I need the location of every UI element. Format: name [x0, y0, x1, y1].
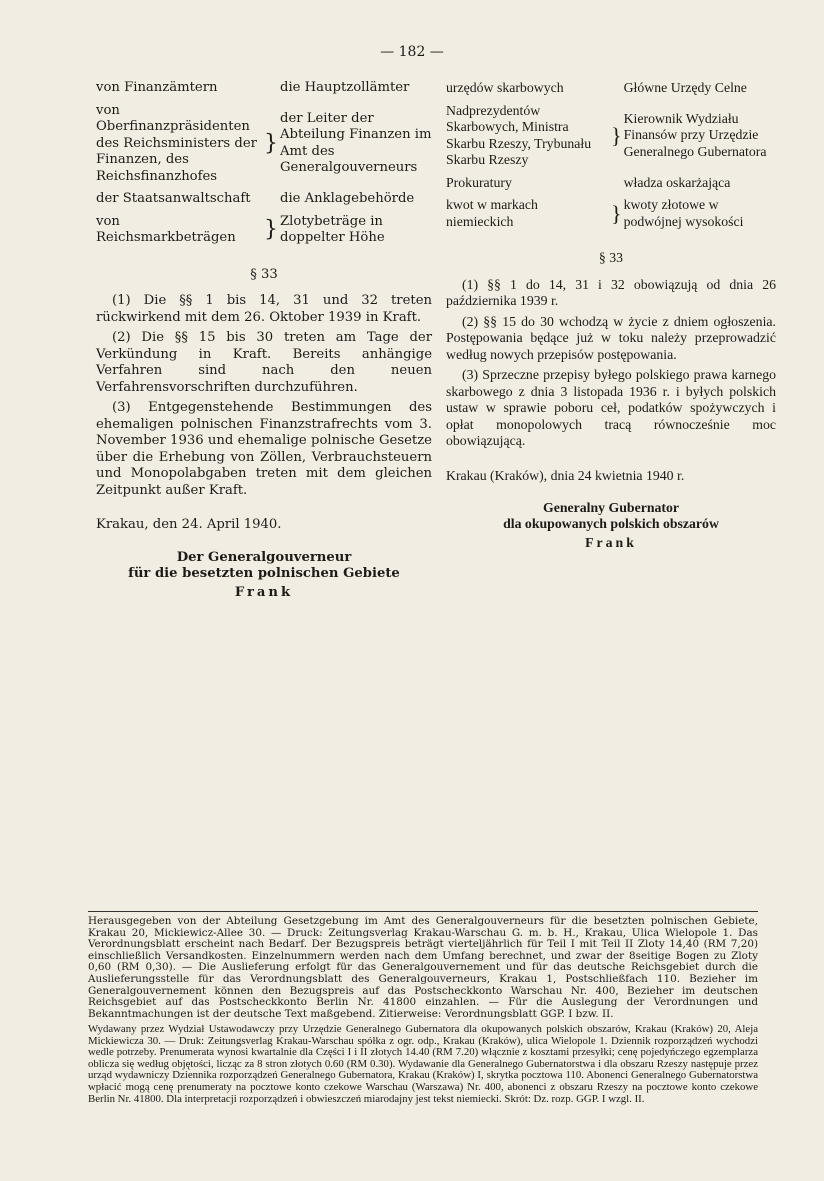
signature-subtitle: dla okupowanych polskich obszarów: [503, 516, 719, 531]
term-target: Zlotybeträge in doppelter Höhe: [280, 213, 385, 245]
term-target: Główne Urzędy Celne: [623, 80, 747, 95]
term-row: [446, 197, 776, 236]
paragraph: (1) Die §§ 1 bis 14, 31 und 32 treten rückwirkend mit dem 26. Oktober 1939 in Kraft.: [96, 293, 432, 325]
section-heading: § 33: [598, 250, 624, 265]
term-target: der Leiter der Abteilung Finanzen im Amt des Generalgouverneurs: [280, 110, 432, 176]
paragraph: (3) Entgegenstehende Bestimmungen des ehemaligen polnischen Finanzstrafrechts vom 3. November 1936 und ehemalige polnische Gesetze über die Erhebung von Zöllen, Verbrauchsteuern und Monopolabgaben treten mit dem gleichen Zeitpunkt außer Kraft.: [96, 400, 432, 498]
term-row: [446, 175, 776, 198]
term-source: von Oberfinanzpräsidenten des Reichsministers der Finanzen, des Reichsfinanzhofes: [96, 102, 257, 184]
signature-subtitle: für die besetzten polnischen Gebiete: [128, 565, 400, 581]
signature-title: Generalny Gubernator: [542, 500, 680, 515]
term-row: [96, 191, 432, 214]
german-column: [96, 80, 432, 601]
term-target: władza oskarżająca: [623, 174, 731, 190]
page-number: — 182 —: [380, 44, 444, 60]
date-line: Krakau, den 24. April 1940.: [96, 517, 282, 532]
signature-name: Frank: [234, 584, 294, 600]
term-source: urzędów skarbowych: [446, 80, 564, 95]
polish-column: [446, 80, 776, 551]
term-source: Nadprezydentów Skarbowych, Ministra Skarbu Rzeszy, Trybunału Skarbu Rzeszy: [446, 102, 592, 167]
brace-glyph: }: [264, 130, 278, 156]
paragraph: (3) Sprzeczne przepisy byłego polskiego prawa karnego skarbowego z dnia 3 listopada 1936 r. i byłych polskich ustaw w sprawie poboru ceł, podatków spożywczych i opłat monopolowych tracą równocześnie moc obowiązującą.: [446, 367, 776, 448]
term-row: [446, 103, 776, 175]
signature-title: Der Generalgouverneur: [176, 549, 352, 565]
term-row: [446, 80, 776, 103]
signature-name: Frank: [585, 535, 637, 550]
date-line: Krakau (Kraków), dnia 24 kwietnia 1940 r.: [446, 467, 685, 483]
brace-glyph: }: [611, 200, 622, 226]
term-target: Kierownik Wydziału Finansów przy Urzędzie Generalnego Gubernatora: [623, 110, 767, 159]
term-row: [96, 214, 432, 253]
term-source: kwot w markach niemieckich: [446, 197, 538, 229]
term-target: die Anklagebehörde: [280, 191, 415, 206]
term-source: der Staatsanwaltschaft: [96, 191, 251, 206]
german-term-table: [96, 80, 432, 253]
term-target: die Hauptzollämter: [280, 80, 410, 95]
polish-term-table: [446, 80, 776, 236]
term-row: [96, 103, 432, 192]
brace-glyph: }: [264, 217, 278, 242]
signature-block: [446, 500, 776, 551]
term-source: von Reichsmarkbeträgen: [96, 213, 236, 245]
paragraph: (1) §§ 1 do 14, 31 i 32 obowiązują od dnia 26 października 1939 r.: [446, 276, 776, 308]
signature-block: [96, 550, 432, 601]
footer-german-imprint: Herausgegeben von der Abteilung Gesetzgebung im Amt des Generalgouverneurs für die besetzten polnischen Gebiete, Krakau 20, Mickiewicz-Allee 30. — Druck: Zeitungsverlag Krakau-Warschau G. m. b. H., Krakau, Ulica Wielopole 1. Das Verordnungsblatt erscheint nach Bedarf. Der Bezugspreis beträgt vierteljährlich für Teil I mit Teil II Zloty 14,40 (RM 7,20) einschließlich Versandkosten. Einzelnummern werden nach dem Umfang berechnet, und zwar der 8seitige Bogen zu Zloty 0,60 (RM 0,30). — Die Auslieferung erfolgt für das Generalgouvernement und für das deutsche Reichsgebiet durch die Auslieferungsstelle für das Verordnungsblatt des Generalgouverneurs, Krakau 1, Postschließfach 110. Bezieher im Generalgouvernement können den Bezugspreis auf das Postscheckkonto Warschau Nr. 400, Bezieher im deutschen Reichsgebiet auf das Postscheckkonto Berlin Nr. 41800 einzahlen. — Für die Auslegung der Verordnungen und Bekanntmachungen ist der deutsche Text maßgebend. Zitierweise: Verordnungsblatt GGP. I bzw. II.: [88, 915, 758, 1020]
footer-polish-imprint: Wydawany przez Wydział Ustawodawczy przy Urzędzie Generalnego Gubernatora dla okupowanych polskich obszarów, Krakau (Kraków) 20, Aleja Mickiewicza 30. — Druk: Zeitungsverlag Krakau-Warschau spółka z ogr. odp., Krakau (Kraków), ulica Wielopole 1. Dziennik rozporządzeń wychodzi wedle potrzeby. Prenumerata wynosi kwartalnie dla Części I i II złotych 14.40 (RM 7.20) włącznie z kosztami przesyłki; cenę pojedyńczego egzemplarza oblicza się według objętości, licząc za 8 stron złotych 0.60 (RM 0.30). Wydawanie dla Generalnego Gubernatorstwa i dla obszaru Rzeszy następuje przez urząd wydawniczy Dziennika rozporządzeń Generalnego Gubernatora, Krakau (Kraków) I, skrytka pocztowa 110. Abonenci Generalnego Gubernatorstwa wpłacić mogą cenę prenumeraty na pocztowe konto czekowe Warschau (Warszawa) Nr. 400, abonenci z obszaru Rzeszy na pocztowe konto czekowe Berlin Nr. 41800. Dla interpretacji rozporządzeń i obwieszczeń miarodajny jest tekst niemiecki. Skrót: Dz. rozp. GGP. I wzgl. II.: [88, 1023, 758, 1105]
paragraph: (2) §§ 15 do 30 wchodzą w życie z dniem ogłoszenia. Postępowania będące już w toku należy przeprowadzić według nowych przepisów postępowania.: [446, 313, 776, 362]
paragraph: (2) Die §§ 15 bis 30 treten am Tage der Verkündung in Kraft. Bereits anhängige Verfahren sind nach den neuen Verfahrensvorschriften durchzuführen.: [96, 330, 432, 395]
footer-divider: [88, 911, 758, 912]
term-row: [96, 80, 432, 103]
term-source: Prokuratury: [446, 174, 512, 190]
brace-glyph: }: [611, 122, 622, 148]
term-target: kwoty złotowe w podwójnej wysokości: [623, 197, 744, 229]
term-source: von Finanzämtern: [96, 80, 218, 95]
section-heading: § 33: [250, 266, 278, 282]
